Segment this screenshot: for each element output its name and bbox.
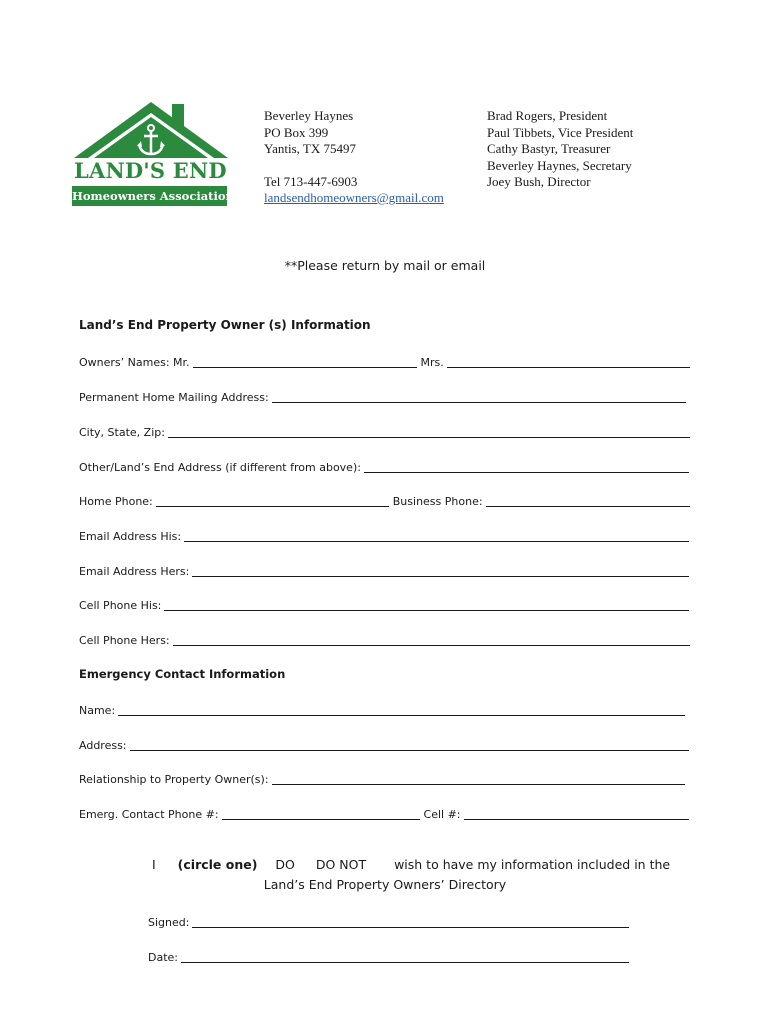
home-phone-label: Home Phone: — [79, 495, 153, 508]
emergency-phone-label: Emerg. Contact Phone #: — [79, 808, 219, 821]
date-field[interactable] — [181, 950, 629, 963]
emergency-address-label: Address: — [79, 739, 127, 752]
email-hers-row — [79, 562, 689, 578]
mailing-address-row — [79, 388, 686, 404]
signed-label: Signed: — [148, 916, 190, 929]
email-his-label: Email Address His: — [79, 530, 182, 543]
cell-hers-label: Cell Phone Hers: — [79, 634, 170, 647]
board-member: Beverley Haynes, Secretary — [487, 157, 632, 173]
relationship-field[interactable] — [272, 772, 685, 785]
emergency-name-row — [79, 701, 685, 717]
pref-do-not-option[interactable]: DO NOT — [315, 857, 367, 872]
city-label: City, State, Zip: — [79, 426, 165, 439]
return-note: **Please return by mail or email — [284, 258, 486, 273]
signed-field[interactable] — [192, 915, 629, 928]
date-label: Date: — [148, 951, 178, 964]
emergency-address-row — [79, 736, 689, 752]
contact-email-link[interactable]: landsendhomeowners@gmail.com — [264, 190, 444, 205]
owners-mr-field[interactable] — [193, 355, 417, 368]
emergency-phone-row — [79, 805, 689, 821]
cell-his-field[interactable] — [164, 598, 689, 611]
emergency-cell-field[interactable] — [464, 807, 689, 820]
contact-address1: PO Box 399 — [264, 124, 329, 140]
pref-do-option[interactable]: DO — [275, 857, 295, 872]
emergency-cell-label: Cell #: — [423, 808, 461, 821]
emergency-phone-field[interactable] — [222, 807, 420, 820]
hoa-logo — [72, 100, 234, 208]
board-member: Paul Tibbets, Vice President — [487, 124, 634, 140]
business-phone-label: Business Phone: — [392, 495, 483, 508]
owner-section-title: Land’s End Property Owner (s) Information — [79, 318, 371, 332]
contact-name: Beverley Haynes — [264, 108, 354, 123]
emergency-section-title: Emergency Contact Information — [79, 667, 286, 681]
mailing-address-label: Permanent Home Mailing Address: — [79, 391, 269, 404]
city-row — [79, 423, 690, 439]
directory-preference — [152, 857, 670, 872]
other-address-label: Other/Land’s End Address (if different from above): — [79, 461, 361, 474]
home-phone-field[interactable] — [156, 494, 389, 507]
owners-mr-label: Owners’ Names: Mr. — [79, 356, 190, 369]
email-hers-label: Email Address Hers: — [79, 565, 190, 578]
board-member: Brad Rogers, President — [487, 108, 608, 123]
pref-directory-text: Land’s End Property Owners’ Directory — [263, 877, 507, 892]
business-phone-field[interactable] — [486, 494, 690, 507]
email-his-row — [79, 527, 689, 543]
owners-names-row — [79, 353, 690, 369]
contact-block — [264, 108, 444, 207]
owners-mrs-label: Mrs. — [420, 356, 444, 369]
phones-row — [79, 492, 690, 508]
city-field[interactable] — [168, 425, 690, 438]
cell-his-row — [79, 596, 689, 612]
anchor-icon — [136, 124, 166, 156]
date-row — [148, 948, 629, 964]
contact-address2: Yantis, TX 75497 — [264, 141, 356, 156]
logo-subtitle: Homeowners Association — [72, 186, 227, 206]
cell-hers-field[interactable] — [173, 633, 690, 646]
mailing-address-field[interactable] — [272, 390, 686, 403]
email-hers-field[interactable] — [192, 564, 689, 577]
owners-mrs-field[interactable] — [447, 355, 690, 368]
emergency-name-label: Name: — [79, 704, 116, 717]
cell-his-label: Cell Phone His: — [79, 599, 162, 612]
signed-row — [148, 913, 629, 929]
email-his-field[interactable] — [184, 529, 689, 542]
emergency-name-field[interactable] — [118, 703, 685, 716]
contact-tel: Tel 713-447-6903 — [264, 173, 358, 189]
logo-title: LAND'S END — [74, 158, 227, 183]
board-member: Joey Bush, Director — [487, 174, 591, 189]
relationship-label: Relationship to Property Owner(s): — [79, 773, 269, 786]
board-list — [487, 108, 633, 191]
emergency-address-field[interactable] — [130, 738, 689, 751]
other-address-field[interactable] — [364, 460, 689, 473]
relationship-row — [79, 770, 685, 786]
board-member: Cathy Bastyr, Treasurer — [487, 141, 611, 156]
pref-circle-one: (circle one) — [177, 857, 258, 872]
pref-wish-text: wish to have my information included in the — [394, 857, 671, 872]
other-address-row — [79, 458, 689, 474]
pref-i: I — [152, 857, 156, 872]
cell-hers-row — [79, 631, 690, 647]
